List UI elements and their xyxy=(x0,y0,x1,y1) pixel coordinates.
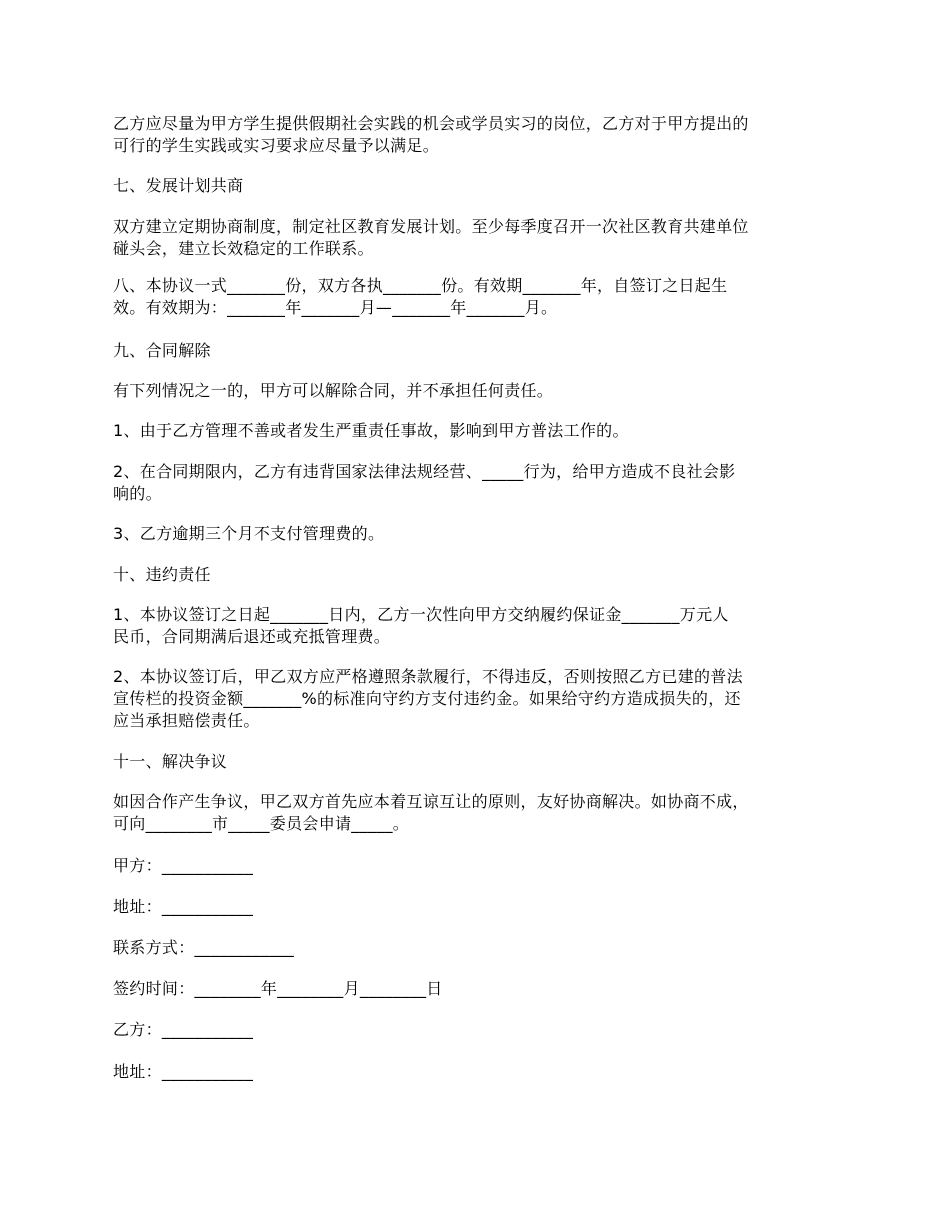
text-line: 如因合作产生争议，甲乙双方首先应本着互谅互让的原则，友好协商解决。如协商不成， xyxy=(113,792,749,811)
liability-clause-2 xyxy=(113,666,843,732)
text-line: 1、本协议签订之日起_______日内，乙方一次性向甲方交纳履约保证金_______万元人 xyxy=(113,605,729,624)
text-line: 民币，合同期满后退还或充抵管理费。 xyxy=(113,627,391,646)
text-line: 乙方应尽量为甲方学生提供假期社会实践的机会或学员实习的岗位，乙方对于甲方提出的 xyxy=(113,114,749,133)
heading-text: 七、发展计划共商 xyxy=(113,176,244,195)
text-line: 效。有效期为：_______年_______月—_______年_______月。 xyxy=(113,298,558,317)
text-line: 地址：___________ xyxy=(113,897,254,916)
section-heading-10 xyxy=(113,564,843,586)
text-line: 2、在合同期限内，乙方有违背国家法律法规经营、_____行为，给甲方造成不良社会影 xyxy=(113,462,736,481)
text-line: 地址：___________ xyxy=(113,1062,254,1081)
paragraph-dispute-resolution xyxy=(113,791,843,835)
section-heading-7 xyxy=(113,175,843,197)
text-line: 乙方：___________ xyxy=(113,1020,254,1039)
text-line: 碰头会，建立长效稳定的工作联系。 xyxy=(113,239,374,258)
text-line: 可向________市_____委员会申请_____。 xyxy=(113,814,410,833)
text-line: 宣传栏的投资金额_______%的标准向守约方支付违约金。如果给守约方造成损失的，还 xyxy=(113,689,741,708)
liability-clause-1 xyxy=(113,604,843,648)
text-line: 签约时间：________年________月________日 xyxy=(113,979,443,998)
heading-text: 九、合同解除 xyxy=(113,341,211,360)
paragraph-agreement-copies xyxy=(113,275,843,319)
section-heading-11 xyxy=(113,751,843,773)
text-line: 甲方：___________ xyxy=(113,856,254,875)
heading-text: 十一、解决争议 xyxy=(113,752,228,771)
section-heading-9 xyxy=(113,340,843,362)
text-line: 八、本协议一式_______份，双方各执_______份。有效期_______年，自签订之日起生 xyxy=(113,276,728,295)
heading-text: 十、违约责任 xyxy=(113,565,211,584)
signature-party-a xyxy=(113,855,843,877)
text-line: 应当承担赔偿责任。 xyxy=(113,711,260,730)
paragraph-student-practice xyxy=(113,113,843,157)
text-line: 可行的学生实践或实习要求应尽量予以满足。 xyxy=(113,136,440,155)
termination-clause-3 xyxy=(113,523,843,545)
text-line: 双方建立定期协商制度，制定社区教育发展计划。至少每季度召开一次社区教育共建单位 xyxy=(113,217,749,236)
text-line: 2、本协议签订后，甲乙双方应严格遵照条款履行，不得违反，否则按照乙方已建的普法 xyxy=(113,667,743,686)
text-line: 3、乙方逾期三个月不支付管理费的。 xyxy=(113,524,385,543)
paragraph-termination-intro xyxy=(113,380,843,402)
signature-contact xyxy=(113,937,843,959)
paragraph-consultation-system xyxy=(113,216,843,260)
signature-date xyxy=(113,978,843,1000)
termination-clause-2 xyxy=(113,461,843,505)
signature-party-b xyxy=(113,1019,843,1041)
text-line: 响的。 xyxy=(113,484,162,503)
signature-address-b xyxy=(113,1061,843,1083)
text-line: 有下列情况之一的，甲方可以解除合同，并不承担任何责任。 xyxy=(113,381,554,400)
signature-address-a xyxy=(113,896,843,918)
termination-clause-1 xyxy=(113,420,843,442)
text-line: 联系方式：____________ xyxy=(113,938,295,957)
text-line: 1、由于乙方管理不善或者发生严重责任事故，影响到甲方普法工作的。 xyxy=(113,421,629,440)
